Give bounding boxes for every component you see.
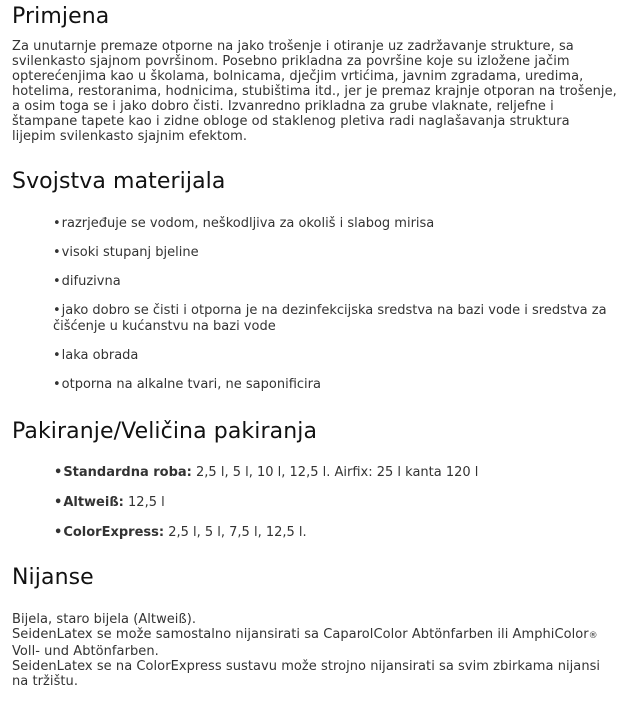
nijanse-line-2 (12, 627, 617, 659)
list-item (53, 274, 634, 290)
packaging-value: 12,5 l (123, 495, 165, 510)
packaging-value: 2,5 l, 5 l, 10 l, 12,5 l. Airfix: 25 l kanta 120 l (191, 465, 479, 480)
list-item (54, 525, 634, 541)
nijanse-line-2b: Voll- und Abtönfarben. (12, 644, 159, 659)
bullet-icon: • (54, 465, 63, 480)
registered-mark: ® (588, 631, 598, 641)
bullet-icon: • (54, 495, 63, 510)
nijanse-line-2a: SeidenLatex se može samostalno nijansirati sa CaparolColor Abtönfarben ili AmphiColor (12, 627, 589, 642)
property-text: jako dobro se čisti i otporna je na dezinfekcijska sredstva na bazi vode i sredstva za čišćenje u kućanstvu na bazi vode (53, 303, 607, 334)
packaging-label: Standardna roba: (63, 465, 192, 480)
bullet-icon: • (53, 348, 61, 363)
primjena-paragraph: Za unutarnje premaze otporne na jako trošenje i otiranje uz zadržavanje strukture, sa svilenkasto sjajnom površinom. Posebno prikladna za površine koje su izložene jačim opterećenjima kao u školama, bolnicama, dječjim vrtićima, javnim zgradama, uredima, hotelima, restoranima, hodnicima, stubištima itd., jer je premaz krajnje otporan na trošenje, a osim toga se i jako dobro čisti. Izvanredno prikladna za grube vlaknate, reljefne i štampane tapete kao i zidne obloge od staklenog pletiva radi naglašavanja struktura lijepim svilenkasto sjajnim efektom. (12, 39, 617, 144)
packaging-value: 2,5 l, 5 l, 7,5 l, 12,5 l. (164, 525, 307, 540)
section-title-svojstva: Svojstva materijala (12, 169, 226, 194)
section-title-primjena: Primjena (12, 4, 110, 29)
bullet-icon: • (53, 274, 61, 289)
property-text: razrjeđuje se vodom, neškodljiva za okoliš i slabog mirisa (61, 216, 435, 231)
property-text: laka obrada (61, 348, 139, 363)
bullet-icon: • (53, 245, 61, 260)
bullet-icon: • (53, 216, 61, 231)
bullet-icon: • (54, 525, 63, 540)
bullet-icon: • (53, 303, 61, 318)
list-item (53, 216, 634, 232)
packaging-list (12, 465, 634, 541)
nijanse-paragraph (12, 612, 617, 689)
nijanse-line-3: SeidenLatex se na ColorExpress sustavu može strojno nijansirati sa svim zbirkama nijansi na tržištu. (12, 659, 601, 689)
property-text: visoki stupanj bjeline (61, 245, 199, 260)
packaging-label: ColorExpress: (63, 525, 165, 540)
list-item (53, 377, 634, 393)
list-item (54, 465, 634, 481)
packaging-label: Altweiß: (63, 495, 124, 510)
property-text: difuzivna (61, 274, 121, 289)
list-item (53, 245, 634, 261)
list-item (54, 495, 634, 511)
properties-list (12, 216, 634, 393)
nijanse-line-1: Bijela, staro bijela (Altweiß). (12, 612, 197, 627)
bullet-icon: • (53, 377, 61, 392)
list-item (53, 348, 634, 364)
section-title-nijanse: Nijanse (12, 565, 94, 590)
list-item (53, 303, 634, 335)
property-text: otporna na alkalne tvari, ne saponificira (61, 377, 321, 392)
section-title-pakiranje: Pakiranje/Veličina pakiranja (12, 419, 318, 444)
